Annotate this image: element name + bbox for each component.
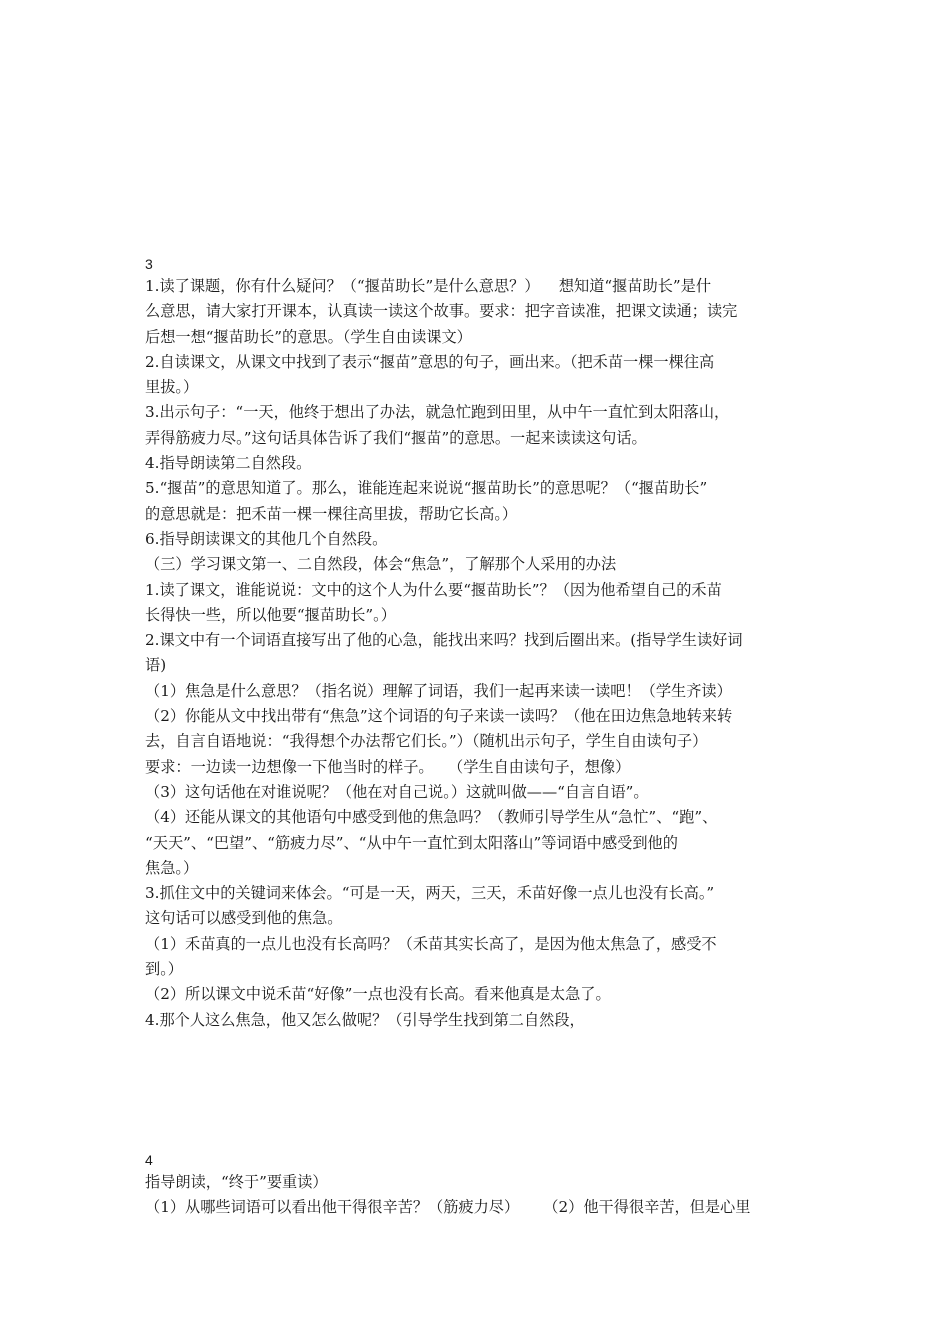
- text-line: 4.指导朗读第二自然段。: [145, 454, 312, 473]
- text-line: （3）这句话他在对谁说呢？（他在对自己说。）这就叫做——“自言自语”。: [145, 782, 649, 801]
- text-line: 语): [145, 656, 167, 675]
- text-line: 长得快一些，所以他要“揠苗助长”。）: [145, 605, 396, 624]
- text-line: （1）焦急是什么意思？（指名说）理解了词语，我们一起再来读一读吧！（学生齐读）: [145, 681, 732, 700]
- text-line: 3.抓住文中的关键词来体会。“可是一天，两天，三天，禾苗好像一点儿也没有长高。”: [145, 884, 715, 903]
- text-line: 弄得筋疲力尽。”这句话具体告诉了我们“揠苗”的意思。一起来读读这句话。: [145, 428, 647, 447]
- text-line: （1）禾苗真的一点儿也没有长高吗？（禾苗其实长高了，是因为他太焦急了，感受不: [145, 934, 717, 953]
- text-line: 5.“揠苗”的意思知道了。那么，谁能连起来说说“揠苗助长”的意思呢？（“揠苗助长”: [145, 479, 708, 498]
- text-line: 指导朗读，“终于”要重读）: [145, 1173, 328, 1191]
- text-line: 2.自读课文，从课文中找到了表示“揠苗”意思的句子，画出来。（把禾苗一棵一棵往高: [145, 352, 715, 371]
- text-line: 2.课文中有一个词语直接写出了他的心急，能找出来吗？找到后圈出来。(指导学生读好词: [145, 631, 743, 650]
- text-line: （2）所以课文中说禾苗“好像”一点也没有长高。看来他真是太急了。: [145, 985, 611, 1004]
- text-line: 4.那个人这么焦急，他又怎么做呢？（引导学生找到第二自然段，: [145, 1010, 585, 1029]
- text-line: 这句话可以感受到他的焦急。: [145, 909, 343, 928]
- page-number: 4: [145, 1152, 153, 1168]
- text-line: 去，自言自语地说：“我得想个办法帮它们长。”）（随机出示句子，学生自由读句子）: [145, 732, 708, 751]
- text-line: （1）从哪些词语可以看出他干得很辛苦？（筋疲力尽） （2）他干得很辛苦，但是心里: [145, 1198, 751, 1217]
- page-4-block: [145, 1150, 810, 1221]
- text-line: 的意思就是：把禾苗一棵一棵往高里拔，帮助它长高。）: [145, 504, 518, 523]
- text-line: 1.读了课题，你有什么疑问？（“揠苗助长”是什么意思？） 想知道“揠苗助长”是什: [145, 277, 712, 295]
- text-line: 里拔。）: [145, 378, 199, 397]
- text-line: （2）你能从文中找出带有“焦急”这个词语的句子来读一读吗？（他在田边焦急地转来转: [145, 707, 733, 726]
- page-3-block: [145, 254, 810, 1033]
- text-line: 要求：一边读一边想像一下他当时的样子。 （学生自由读句子，想像）: [145, 757, 631, 776]
- text-line: 到。）: [145, 960, 183, 979]
- text-line: 焦急。）: [145, 858, 199, 877]
- text-line: 么意思，请大家打开课本，认真读一读这个故事。要求：把字音读准，把课文读通；读完: [145, 302, 738, 321]
- text-line: 1.读了课文，谁能说说：文中的这个人为什么要“揠苗助长”？（因为他希望自己的禾苗: [145, 580, 722, 599]
- text-line: “天天”、“巴望”、“筋疲力尽”、“从中午一直忙到太阳落山”等词语中感受到他的: [145, 833, 678, 852]
- text-line: （4）还能从课文的其他语句中感受到他的焦急吗？（教师引导学生从“急忙”、“跑”、: [145, 808, 718, 827]
- section-heading: （三）学习课文第一、二自然段，体会“焦急”，了解那个人采用的办法: [145, 555, 617, 574]
- text-line: 后想一想“揠苗助长”的意思。（学生自由读课文）: [145, 327, 472, 346]
- page-number: 3: [145, 256, 153, 272]
- text-line: 3.出示句子：“一天，他终于想出了办法，就急忙跑到田里，从中午一直忙到太阳落山，: [145, 403, 730, 422]
- text-line: 6.指导朗读课文的其他几个自然段。: [145, 529, 388, 548]
